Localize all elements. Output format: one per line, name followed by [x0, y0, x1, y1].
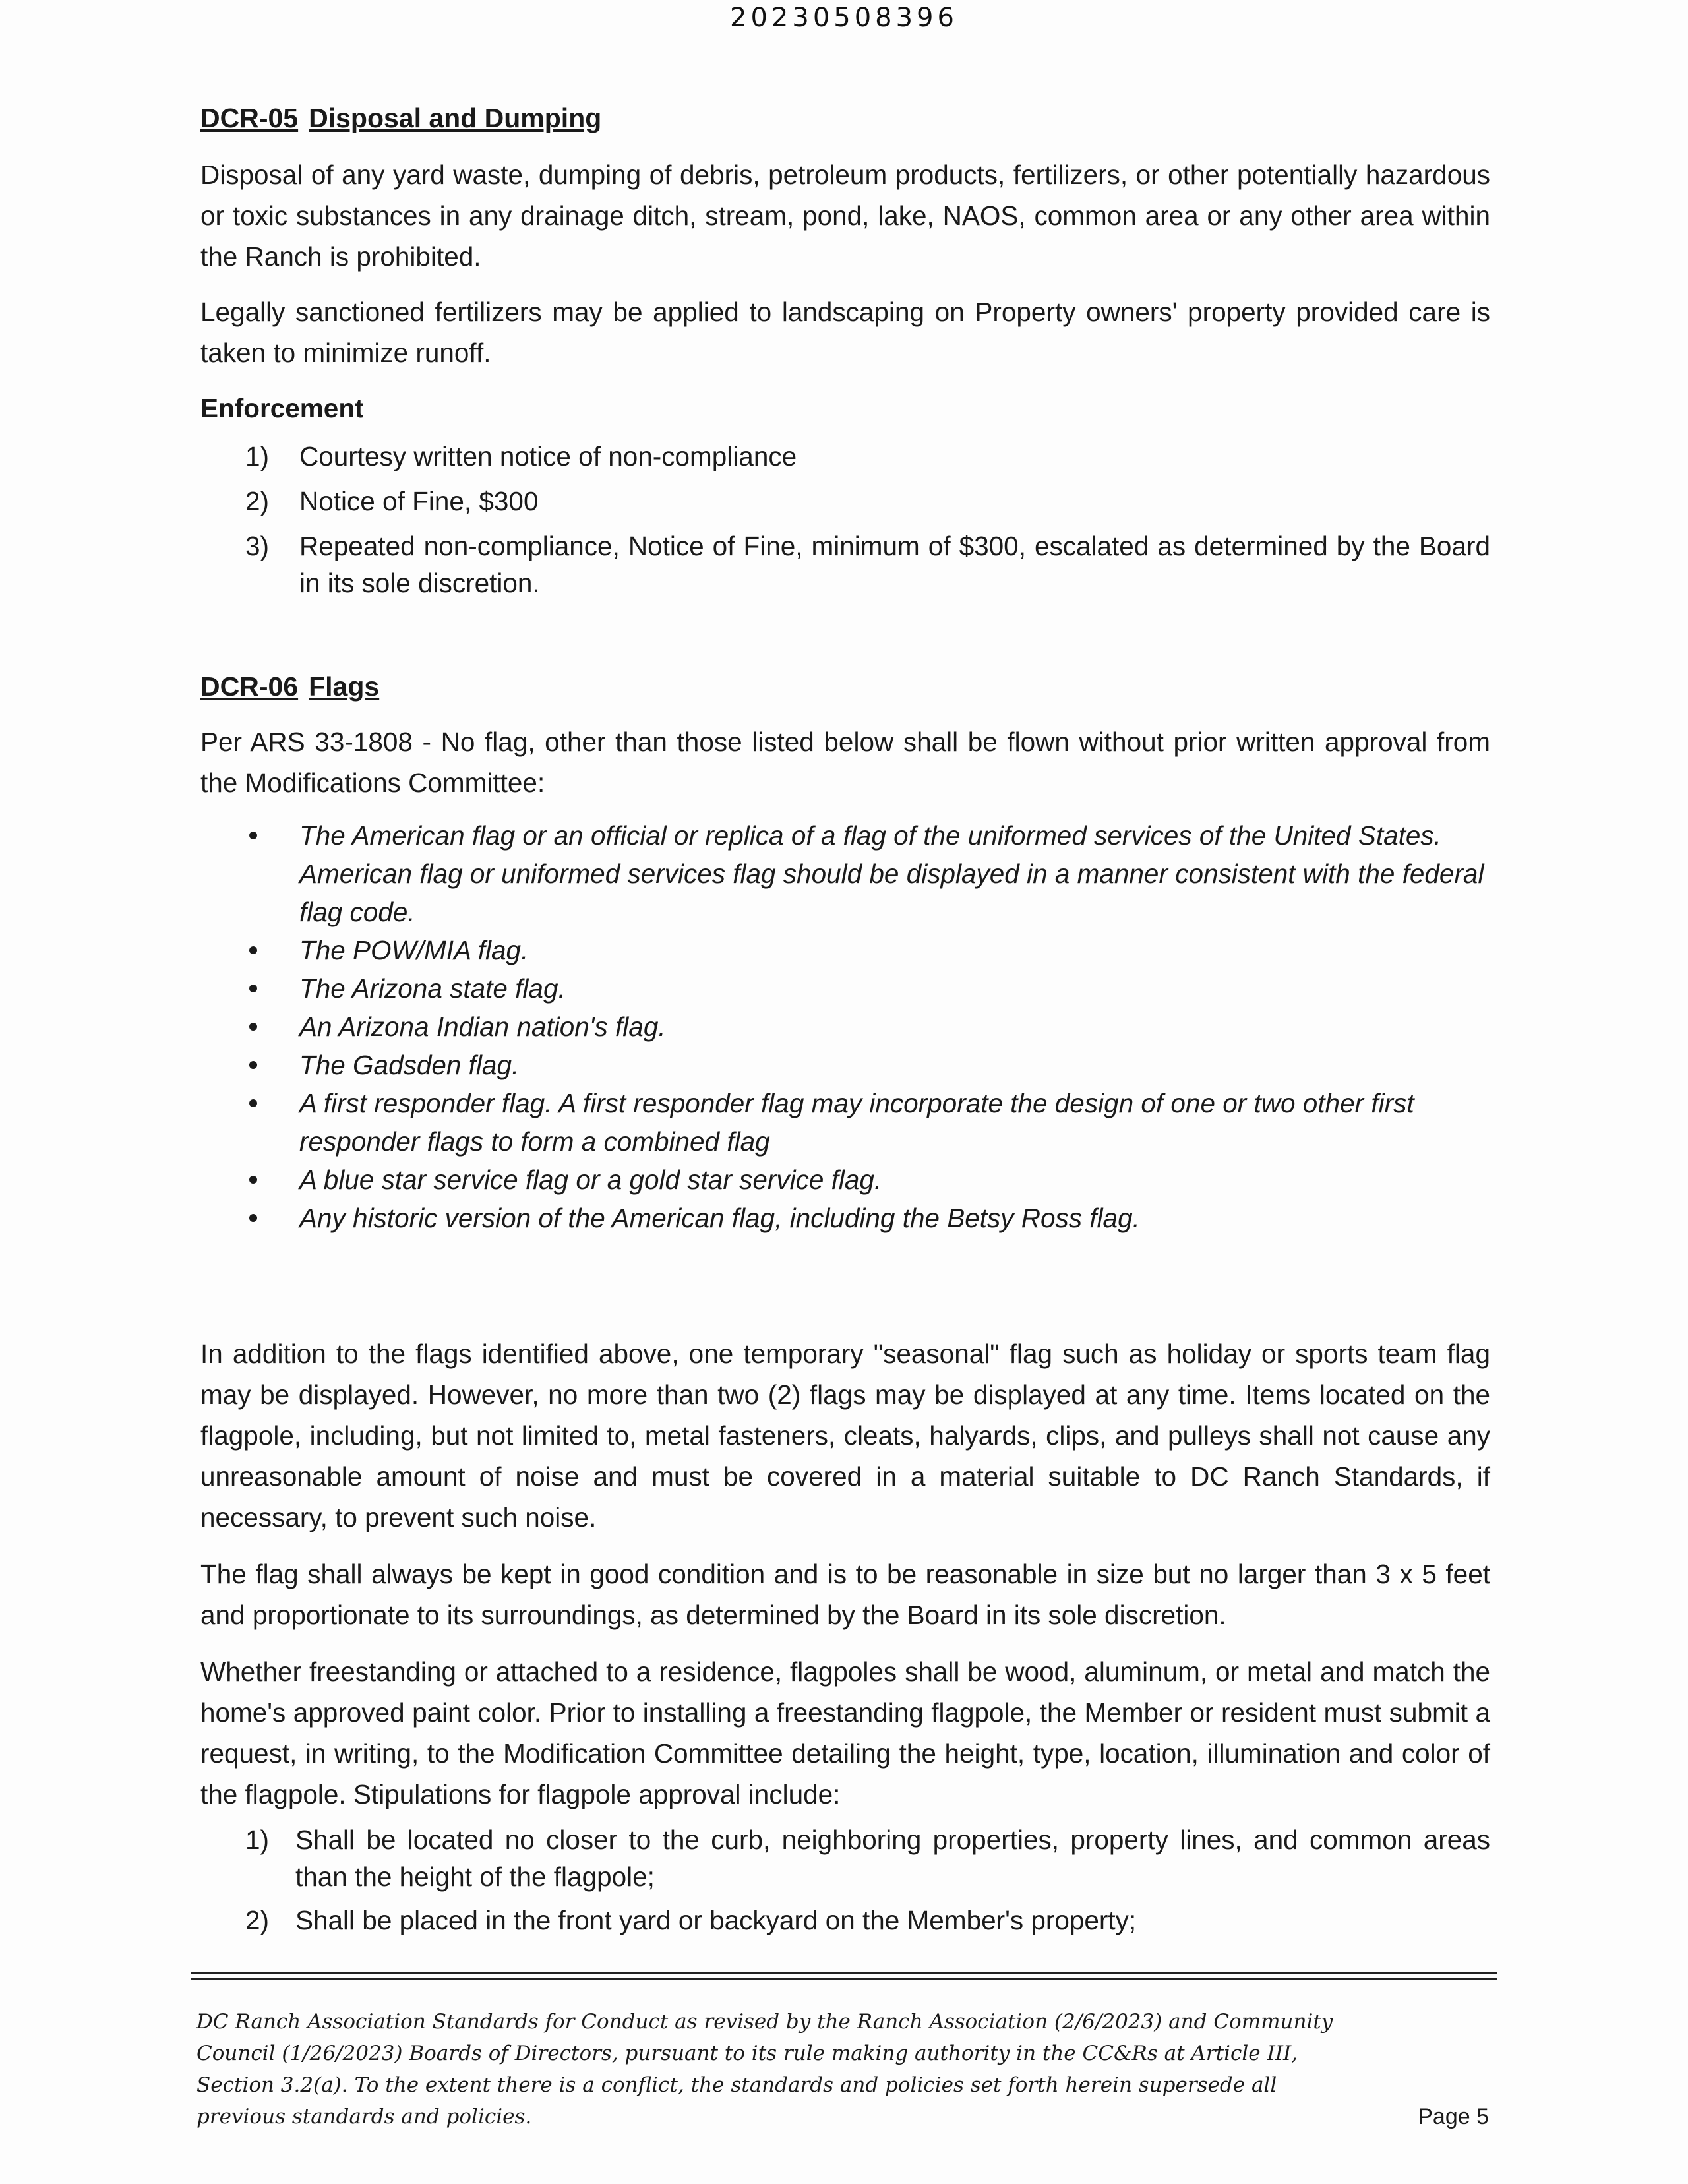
flag-rules-block [200, 1333, 1490, 1939]
bullet-icon [249, 985, 257, 992]
bullet-icon [249, 1061, 257, 1069]
section-code: DCR-05 [200, 103, 299, 133]
bullet-icon [249, 1023, 257, 1031]
flag-condition-paragraph: The flag shall always be kept in good condition and is to be reasonable in size but no larger than 3 x 5 feet and proportionate to its surroundings, as determined by the Board in its sole discretion. [200, 1559, 1490, 1630]
list-item: A blue star service flag or a gold star service flag. [200, 1161, 1490, 1199]
section-title: Flags [309, 671, 380, 702]
list-item: An Arizona Indian nation's flag. [200, 1008, 1490, 1046]
approved-flags-list [200, 816, 1490, 1237]
section-code: DCR-06 [200, 671, 299, 702]
footer-divider [191, 1972, 1497, 1974]
list-item: The Gadsden flag. [200, 1046, 1490, 1084]
bullet-icon [249, 946, 257, 954]
list-item: 2) Notice of Fine, $300 [245, 486, 539, 516]
flags-intro-paragraph: Per ARS 33-1808 - No flag, other than those listed below shall be flown without prior written approval from the Modifications Committee: [200, 727, 1490, 798]
bullet-icon [249, 1214, 257, 1222]
enforcement-heading: Enforcement [200, 393, 364, 423]
section-heading [200, 98, 1490, 138]
flagpole-stipulations-list [200, 1821, 1490, 1939]
list-item: The American flag or an official or replica of a flag of the uniformed services of the United States. American flag or uniformed services flag should be displayed in a manner consistent with the federal flag code. [200, 816, 1490, 931]
page-footer [196, 2006, 1489, 2133]
list-item: A first responder flag. A first responder flag may incorporate the design of one or two other first responder flags to form a combined flag [200, 1084, 1490, 1161]
recording-number: 20230508396 [730, 3, 958, 33]
list-item: Any historic version of the American flag, including the Betsy Ross flag. [200, 1199, 1490, 1237]
footer-text: DC Ranch Association Standards for Conduct as revised by the Ranch Association (2/6/2023) and Community Council (1/26/2023) Boards of Directors, pursuant to its rule making authority in the CC&Rs at Article III, Section 3.2(a). To the extent there is a conflict, the standards and policies set forth herein supersede all previous standards and policies. [196, 2010, 1333, 2129]
section-heading [200, 666, 1490, 707]
list-item: 1) Shall be located no closer to the curb, neighboring properties, property lines, and common areas than the height of the flagpole; [245, 1825, 1490, 1892]
list-item: The Arizona state flag. [200, 969, 1490, 1008]
fertilizer-paragraph: Legally sanctioned fertilizers may be applied to landscaping on Property owners' property provided care is taken to minimize runoff. [200, 297, 1490, 368]
footer-divider [191, 1978, 1497, 1980]
bullet-icon [249, 832, 257, 839]
list-item: 2) Shall be placed in the front yard or backyard on the Member's property; [245, 1905, 1137, 1935]
bullet-icon [249, 1099, 257, 1107]
list-item: 1) Courtesy written notice of non-compliance [245, 441, 797, 471]
section-dcr-06 [200, 666, 1490, 1237]
flagpole-paragraph: Whether freestanding or attached to a residence, flagpoles shall be wood, aluminum, or metal and match the home's approved paint color. Prior to installing a freestanding flagpole, the Member or resident must submit a request, in writing, to the Modification Committee detailing the height, type, location, illumination and color of the flagpole. Stipulations for flagpole approval include: [200, 1656, 1490, 1809]
seasonal-flag-paragraph: In addition to the flags identified above, one temporary "seasonal" flag such as holiday or sports team flag may be displayed. However, no more than two (2) flags may be displayed at any time. Items located on the flagpole, including, but not limited to, metal fasteners, cleats, halyards, clips, and pulleys shall not cause any unreasonable amount of noise and must be covered in a material suitable to DC Ranch Standards, if necessary, to prevent such noise. [200, 1339, 1490, 1532]
disposal-paragraph: Disposal of any yard waste, dumping of debris, petroleum products, fertilizers, or other potentially hazardous or toxic substances in any drainage ditch, stream, pond, lake, NAOS, common area or any other area within the Ranch is prohibited. [200, 160, 1490, 272]
page-number: Page 5 [1418, 2104, 1489, 2129]
enforcement-list [200, 434, 1490, 601]
list-item: 3) Repeated non-compliance, Notice of Fine, minimum of $300, escalated as determined by the Board in its sole discretion. [245, 531, 1490, 598]
bullet-icon [249, 1176, 257, 1184]
section-title: Disposal and Dumping [309, 103, 602, 133]
section-dcr-05 [200, 98, 1490, 601]
list-item: The POW/MIA flag. [200, 931, 1490, 969]
